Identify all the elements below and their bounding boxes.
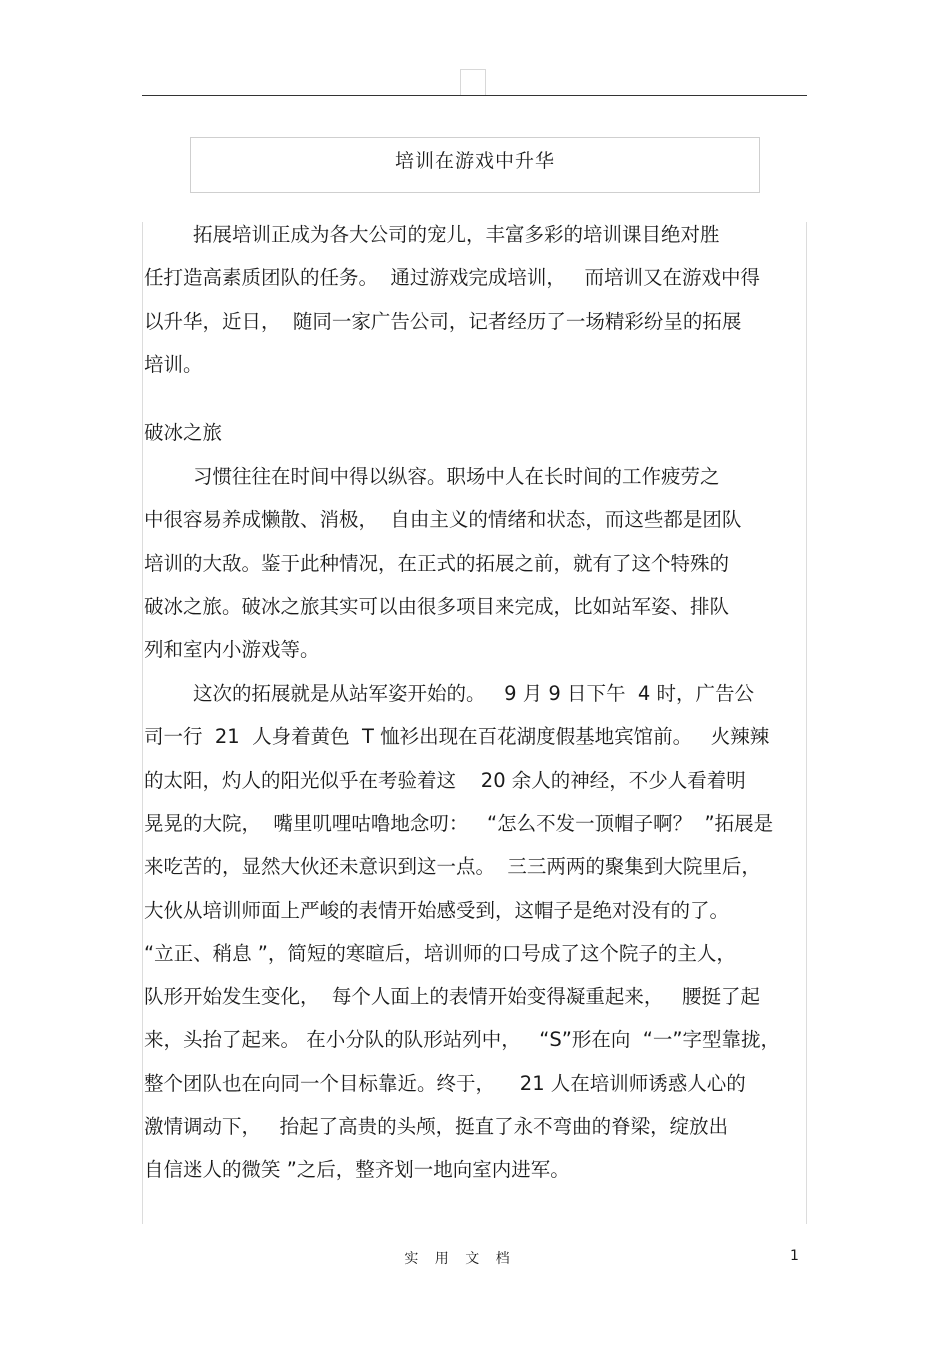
icebreaker-paragraph-line: 培训的大敌。鉴于此种情况，在正式的拓展之前，就有了这个特殊的 (144, 551, 730, 575)
icebreaker-paragraph-line: 中很容易养成懒散、消极， 自由主义的情绪和状态，而这些都是团队 (144, 508, 742, 532)
icebreaker-paragraph-line: 习惯往往在时间中得以纵容。职场中人在长时间的工作疲劳之 (193, 465, 720, 488)
intro-paragraph-line: 培训。 (144, 352, 203, 376)
drill-paragraph-line: 来吃苦的，显然大伙还未意识到这一点。 三三两两的聚集到大院里后， (144, 855, 761, 879)
drill-paragraph-line: 自信迷人的微笑 ”之后，整齐划一地向室内进军。 (144, 1158, 570, 1182)
section-heading-icebreaker-line: 破冰之旅 (144, 421, 223, 444)
drill-paragraph-line: 这次的拓展就是从站军姿开始的。 9 月 9 日下午 4 时，广告公 (193, 682, 755, 705)
title-box (190, 137, 760, 193)
header-tab-mark (460, 69, 486, 96)
drill-paragraph-line: 晃晃的大院， 嘴里叽哩咕噜地念叨： “怎么不发一顶帽子啊？ ”拓展是 (144, 811, 774, 835)
drill-paragraph-line: 激情调动下， 抬起了高贵的头颅，挺直了永不弯曲的脊梁，绽放出 (144, 1115, 729, 1138)
drill-paragraph-line: 大伙从培训师面上严峻的表情开始感受到，这帽子是绝对没有的了。 (144, 898, 730, 922)
icebreaker-paragraph-line: 破冰之旅。破冰之旅其实可以由很多项目来完成，比如站军姿、排队 (144, 594, 730, 618)
intro-paragraph-line: 以升华，近日， 随同一家广告公司，记者经历了一场精彩纷呈的拓展 (144, 309, 742, 333)
drill-paragraph-line: 队形开始发生变化， 每个人面上的表情开始变得凝重起来， 腰挺了起 (144, 985, 760, 1009)
drill-paragraph-line: 司一行 21 人身着黄色 T 恤衫出现在百花湖度假基地宾馆前。 火辣辣 (144, 725, 770, 749)
drill-paragraph-line: 整个团队也在向同一个目标靠近。终于， 21 人在培训师诱惑人心的 (144, 1071, 746, 1095)
drill-paragraph-line: 的太阳，灼人的阳光似乎在考验着这 20 余人的神经，不少人看着明 (144, 768, 746, 792)
text-frame-left-border (142, 222, 143, 1224)
drill-paragraph-line: 来，头抬了起来。 在小分队的队形站列中， “S”形在向 “一”字型靠拢， (144, 1028, 780, 1052)
page-number: 1 (790, 1248, 799, 1264)
icebreaker-paragraph-line: 列和室内小游戏等。 (144, 638, 320, 662)
intro-paragraph-line: 拓展培训正成为各大公司的宠儿，丰富多彩的培训课目绝对胜 (193, 223, 720, 246)
text-frame-right-border (806, 222, 807, 1224)
intro-paragraph-line: 任打造高素质团队的任务。 通过游戏完成培训， 而培训又在游戏中得 (144, 266, 760, 290)
header-rule (142, 95, 807, 96)
footer-label: 实 用 文 档 (404, 1251, 516, 1267)
document-title: 培训在游戏中升华 (394, 149, 555, 172)
drill-paragraph-line: “立正、稍息 ”，简短的寒暄后，培训师的口号成了这个院子的主人， (144, 941, 736, 965)
